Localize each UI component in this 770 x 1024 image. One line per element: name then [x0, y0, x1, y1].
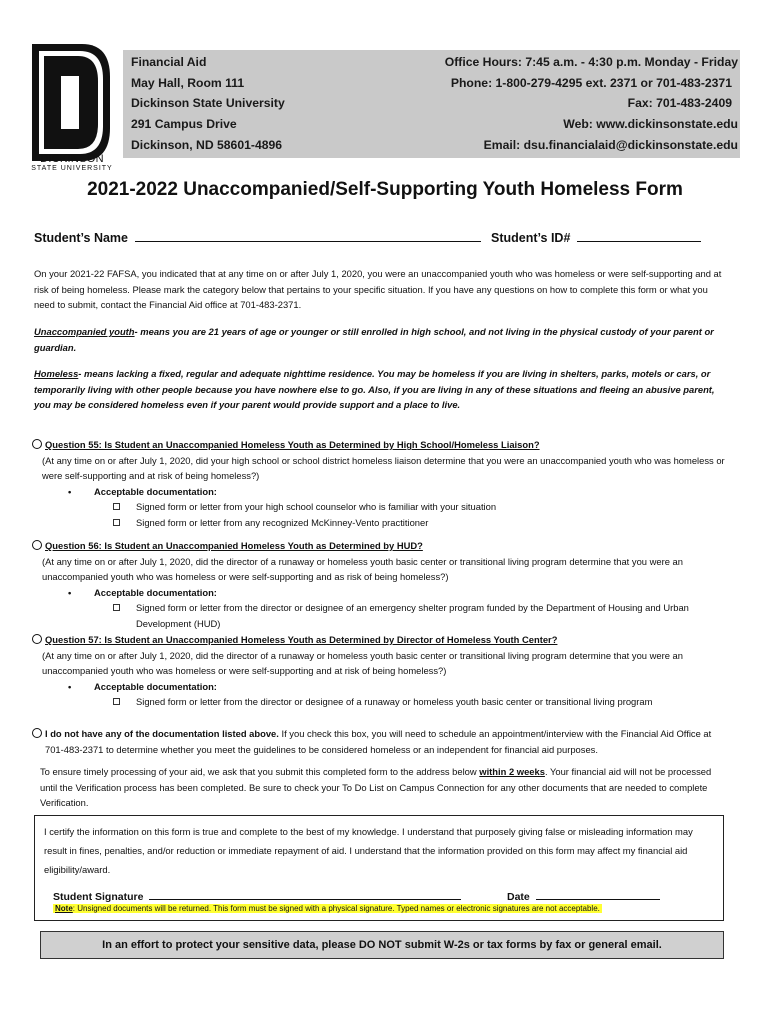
q56-doc1-checkbox[interactable] [113, 604, 120, 611]
student-id-label: Student’s ID# [491, 231, 571, 245]
no-docs-text: If you check this box, you will need to schedule an appointment/interview with the Financial Aid Office at 701-483-2371 to determine whether you meet the guidelines to be considered homeless or an independent for financial aid purposes. [45, 728, 712, 755]
q57-doc1-checkbox[interactable] [113, 698, 120, 705]
q56-heading: Question 56: Is Student an Unaccompanied Homeless Youth as Determined by HUD? [45, 540, 423, 551]
logo-subtext: STATE UNIVERSITY [31, 165, 113, 172]
definition-text: - means lacking a fixed, regular and adequate nighttime residence. You may be homeless if you are living in shelters, parks, motels or cars, or temporarily living with other people because you have nowhere else to go. Also, if you are living in any of these situations and fleeing an abusive parent, you may be considered homeless even if your parent would provide support and a place to live. [34, 368, 715, 410]
signature-label: Student Signature [53, 891, 144, 903]
q57-heading: Question 57: Is Student an Unaccompanied Homeless Youth as Determined by Director of Homeless Youth Center? [45, 634, 558, 645]
certification-text: I certify the information on this form is true and complete to the best of my knowledge. I understand that purposely giving false or misleading information may result in fines, penalties, and/or reduction or immediate repayment of aid. I understand that the information provided on this form may affect my financial aid eligibility/award. [44, 826, 693, 875]
header-web[interactable]: Web: www.dickinsonstate.edu [563, 117, 738, 131]
signature-row [53, 887, 461, 903]
header-university: Dickinson State University [131, 96, 285, 110]
q57-radio[interactable] [32, 634, 42, 644]
definition-term: Homeless [34, 368, 79, 379]
q56-doc1: Signed form or letter from the director or designee of an emergency shelter program funded by the Department of Housing and Urban Development (HUD) [136, 602, 689, 629]
certification-box [34, 815, 724, 921]
student-name-field[interactable] [135, 229, 481, 242]
logo-text: DICKINSON [40, 153, 104, 165]
header-phone: Phone: 1-800-279-4295 ext. 2371 or 701-483-2371 [450, 76, 732, 90]
contact-header [123, 50, 740, 158]
student-id-row [491, 229, 701, 245]
q55-doc2: Signed form or letter from any recognized McKinney-Vento practitioner [136, 516, 429, 528]
header-fax: Fax: 701-483-2409 [627, 96, 732, 110]
header-hours: Office Hours: 7:45 a.m. - 4:30 p.m. Monday - Friday [444, 55, 738, 69]
no-documentation-option [32, 726, 732, 757]
date-row [507, 887, 660, 903]
date-field[interactable] [536, 887, 660, 900]
acceptable-label: Acceptable documentation: [94, 485, 217, 497]
q55-doc1-checkbox[interactable] [113, 503, 120, 510]
q55-doc2-checkbox[interactable] [113, 519, 120, 526]
header-email[interactable]: Email: dsu.financialaid@dickinsonstate.edu [483, 138, 738, 152]
q55-doc1: Signed form or letter from your high school counselor who is familiar with your situation [136, 501, 497, 512]
note-text: : Unsigned documents will be returned. This form must be signed with a physical signature. Typed names or electronic signatures are not acceptable. [72, 904, 600, 913]
q55-radio[interactable] [32, 439, 42, 449]
bullet-icon: • [68, 680, 72, 692]
q57-body: (At any time on or after July 1, 2020, did the director of a runaway or homeless youth basic center or transitional living program determine that you were an unaccompanied youth who was homeless or were self-supporting and at risk of being homeless?) [42, 649, 683, 676]
form-title: 2021-2022 Unaccompanied/Self-Supporting Youth Homeless Form [87, 179, 683, 200]
student-id-field[interactable] [577, 229, 701, 242]
note-label: Note [55, 904, 73, 913]
student-name-label: Student’s Name [34, 231, 129, 245]
timely-text-2: . Your financial aid will not be processed until the Verification process has been completed. Be sure to check your To Do List on Campus Connection for any other documents that are needed to complete Verification. [40, 766, 712, 808]
q55-body: (At any time on or after July 1, 2020, did your high school or school district homeless liaison determine that you were an unaccompanied youth who was homeless or were self-supporting and at risk of being homeless?) [42, 454, 725, 481]
privacy-banner: In an effort to protect your sensitive data, please DO NOT submit W-2s or tax forms by fax or general email. [40, 931, 724, 959]
q55-heading: Question 55: Is Student an Unaccompanied Homeless Youth as Determined by High School/Homeless Liaison? [45, 439, 540, 450]
no-docs-bold: I do not have any of the documentation listed above. [45, 728, 279, 739]
timely-processing-paragraph [40, 764, 720, 811]
signature-note [53, 904, 602, 913]
definition-text: - means you are 21 years of age or younger or still enrolled in high school, and not living in the physical custody of your parent or guardian. [34, 326, 714, 353]
definition-term: Unaccompanied youth [34, 326, 135, 337]
student-name-row [34, 229, 481, 245]
question-57 [32, 632, 732, 710]
header-street: 291 Campus Drive [131, 117, 237, 131]
date-label: Date [507, 891, 530, 903]
intro-paragraph: On your 2021-22 FAFSA, you indicated that at any time on or after July 1, 2020, you were an unaccompanied youth who was homeless or were self-supporting and at risk of being homeless. Please mark the category below that pertains to your specific situation. If you have any questions on how to complete this form or what you need to submit, contact the Financial Aid office at 701-483-2371. [34, 268, 722, 310]
bullet-icon: • [68, 586, 72, 598]
q56-radio[interactable] [32, 540, 42, 550]
timely-text-1: To ensure timely processing of your aid, we ask that you submit this completed form to the address below [40, 766, 480, 777]
question-56 [32, 538, 732, 631]
signature-field[interactable] [149, 887, 461, 900]
acceptable-label: Acceptable documentation: [94, 586, 217, 598]
definition-homeless [34, 366, 724, 413]
question-55 [32, 437, 732, 530]
header-city: Dickinson, ND 58601-4896 [131, 138, 283, 152]
q56-body: (At any time on or after July 1, 2020, did the director of a runaway or homeless youth basic center or transitional living program determine that you were an unaccompanied youth who was homeless or were self-supporting and as risk of being homeless?) [42, 555, 683, 582]
header-office: Financial Aid [131, 55, 207, 69]
q57-doc1: Signed form or letter from the director or designee of a runaway or homeless youth basic center or transitional living program [136, 696, 653, 707]
definition-unaccompanied [34, 324, 724, 355]
deadline: within 2 weeks [479, 766, 545, 777]
bullet-icon: • [68, 485, 72, 497]
no-docs-radio[interactable] [32, 728, 42, 738]
acceptable-label: Acceptable documentation: [94, 680, 217, 692]
header-room: May Hall, Room 111 [131, 76, 245, 90]
university-logo [30, 42, 114, 174]
